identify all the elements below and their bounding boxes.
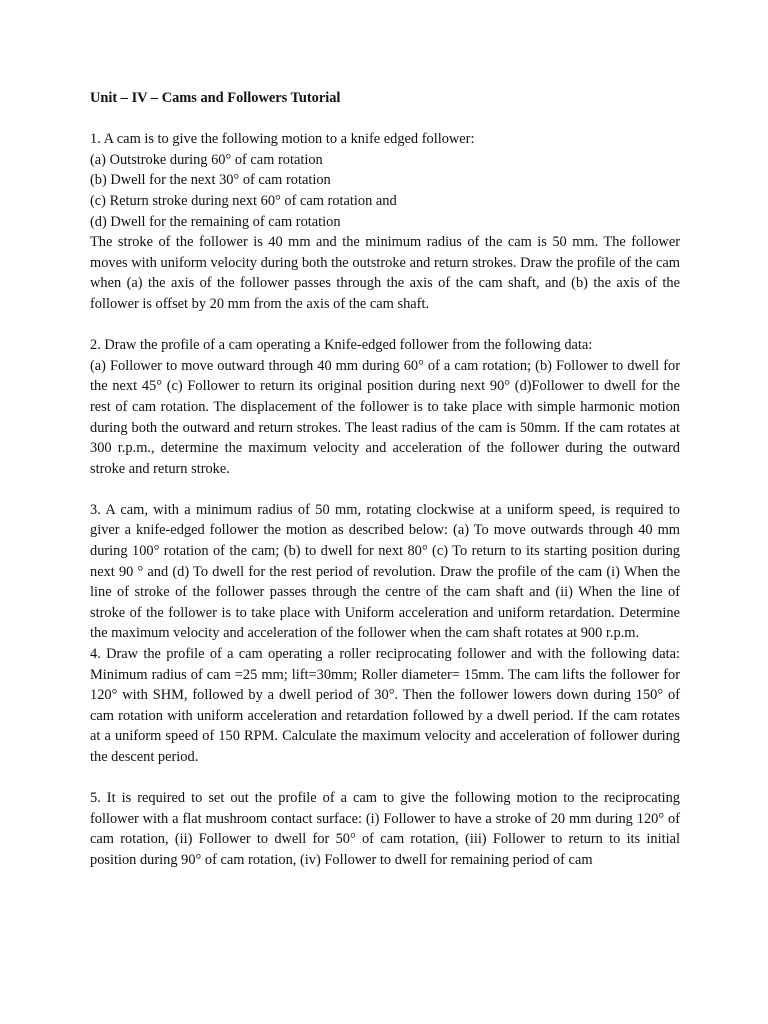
question-2-intro: 2. Draw the profile of a cam operating a Knife-edged follower from the following data: <box>90 337 593 354</box>
question-3 <box>90 500 680 644</box>
question-1-item-c: (c) Return stroke during next 60° of cam rotation and <box>90 192 397 209</box>
question-2-body: (a) Follower to move outward through 40 mm during 60° of a cam rotation; (b) Follower to dwell for the next 45° (c) Follower to return its original position during next 90° (d)Follower to dwell for the rest of cam rotation. The displacement of the follower is to take place with simple harmonic motion during both the outward and return strokes. The least radius of the cam is 50mm. If the cam rotates at 300 r.p.m., determine the maximum velocity and acceleration of the follower during the outward stroke and return stroke. <box>90 357 680 477</box>
paragraph-gap <box>90 479 680 500</box>
question-4-body: 4. Draw the profile of a cam operating a roller reciprocating follower and with the following data: Minimum radius of cam =25 mm; lift=30mm; Roller diameter= 15mm. The cam lifts the follower for 120° with SHM, followed by a dwell period of 30°. Then the follower lowers down during 150° of cam rotation with uniform acceleration and retardation followed by a dwell period. If the cam rotates at a uniform speed of 150 RPM. Calculate the maximum velocity and acceleration of follower during the descent period. <box>90 646 680 765</box>
question-1-item-b: (b) Dwell for the next 30° of cam rotation <box>90 172 331 189</box>
question-1-intro: 1. A cam is to give the following motion to a knife edged follower: <box>90 131 475 148</box>
question-1-item-a: (a) Outstroke during 60° of cam rotation <box>90 151 323 168</box>
document-title: Unit – IV – Cams and Followers Tutorial <box>90 90 341 106</box>
question-4 <box>90 644 680 768</box>
paragraph-gap <box>90 315 680 336</box>
question-1-item-d: (d) Dwell for the remaining of cam rotation <box>90 213 341 230</box>
paragraph-gap <box>90 768 680 789</box>
document-page <box>90 88 680 871</box>
question-5 <box>90 788 680 870</box>
question-1 <box>90 129 680 314</box>
question-3-body: 3. A cam, with a minimum radius of 50 mm, rotating clockwise at a uniform speed, is required to giver a knife-edged follower the motion as described below: (a) To move outwards through 40 mm during 100° rotation of the cam; (b) to dwell for next 80° (c) To return to its starting position during next 90 ° and (d) To dwell for the rest period of revolution. Draw the profile of the cam (i) When the line of stroke of the follower passes through the centre of the cam shaft and (ii) When the line of stroke of the follower is to take place with Uniform acceleration and uniform retardation. Determine the maximum velocity and acceleration of the follower when the cam shaft rotates at 900 r.p.m. <box>90 501 680 642</box>
question-5-body: 5. It is required to set out the profile of a cam to give the following motion to the reciprocating follower with a flat mushroom contact surface: (i) Follower to have a stroke of 20 mm during 120° of cam rotation, (ii) Follower to dwell for 50° of cam rotation, (iii) Follower to return to its initial position during 90° of cam rotation, (iv) Follower to dwell for remaining period of cam <box>90 790 680 868</box>
question-2 <box>90 335 680 479</box>
question-1-body: The stroke of the follower is 40 mm and the minimum radius of the cam is 50 mm. The follower moves with uniform velocity during both the outstroke and return strokes. Draw the profile of the cam when (a) the axis of the follower passes through the axis of the cam shaft, and (b) the axis of the follower is offset by 20 mm from the axis of the cam shaft. <box>90 234 680 312</box>
